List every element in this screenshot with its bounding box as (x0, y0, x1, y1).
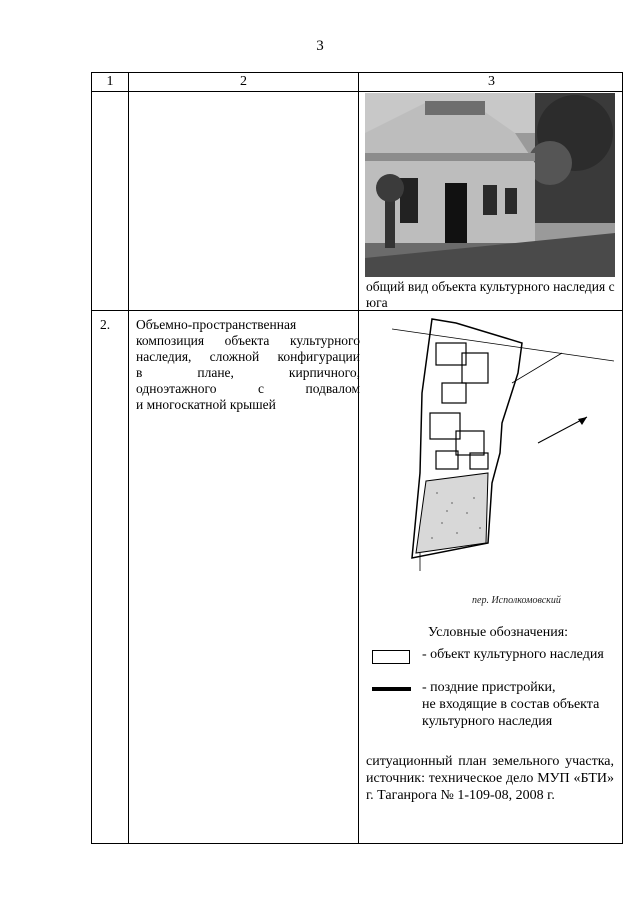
description-line: и многоскатной крышей (136, 397, 276, 412)
street-label: пер. Исполкомовский (472, 595, 561, 606)
description-line: композиция объекта культурного (136, 333, 360, 348)
heritage-table (91, 72, 623, 844)
description-line: Объемно-пространственная (136, 317, 297, 332)
header-col-1: 1 (106, 74, 114, 89)
page-number: 3 (316, 38, 324, 54)
photo-caption: общий вид объекта культурного наследия с юга (366, 279, 615, 310)
header-col-2: 2 (240, 74, 247, 89)
description-line: одноэтажного с подвалом (136, 381, 360, 396)
legend-additions-swatch (372, 687, 411, 691)
site-plan (392, 313, 614, 613)
legend-line: не входящие в состав объекта (422, 697, 600, 712)
header-col-3: 3 (488, 74, 495, 89)
header-divider (92, 91, 622, 92)
legend-line: - поздние пристройки, (422, 680, 556, 695)
column-divider-2 (358, 73, 359, 843)
description-line: в плане, кирпичного, (136, 365, 360, 380)
building-photo (365, 93, 615, 277)
description-line: наследия, сложной конфигурации (136, 349, 360, 364)
column-divider-1 (128, 73, 129, 843)
object-description (136, 317, 360, 413)
legend-title: Условные обозначения: (428, 625, 569, 640)
legend-additions-label (422, 679, 622, 730)
legend-line: культурного наследия (422, 714, 553, 729)
row-number: 2. (100, 317, 111, 332)
situation-plan-caption: ситуационный план земельного участка, источник: техническое дело МУП «БТИ» г. Таганрога № 1-109-08, 2008 г. (366, 754, 614, 803)
legend-heritage-swatch (372, 650, 410, 664)
legend-heritage-label: - объект культурного наследия (422, 647, 604, 662)
